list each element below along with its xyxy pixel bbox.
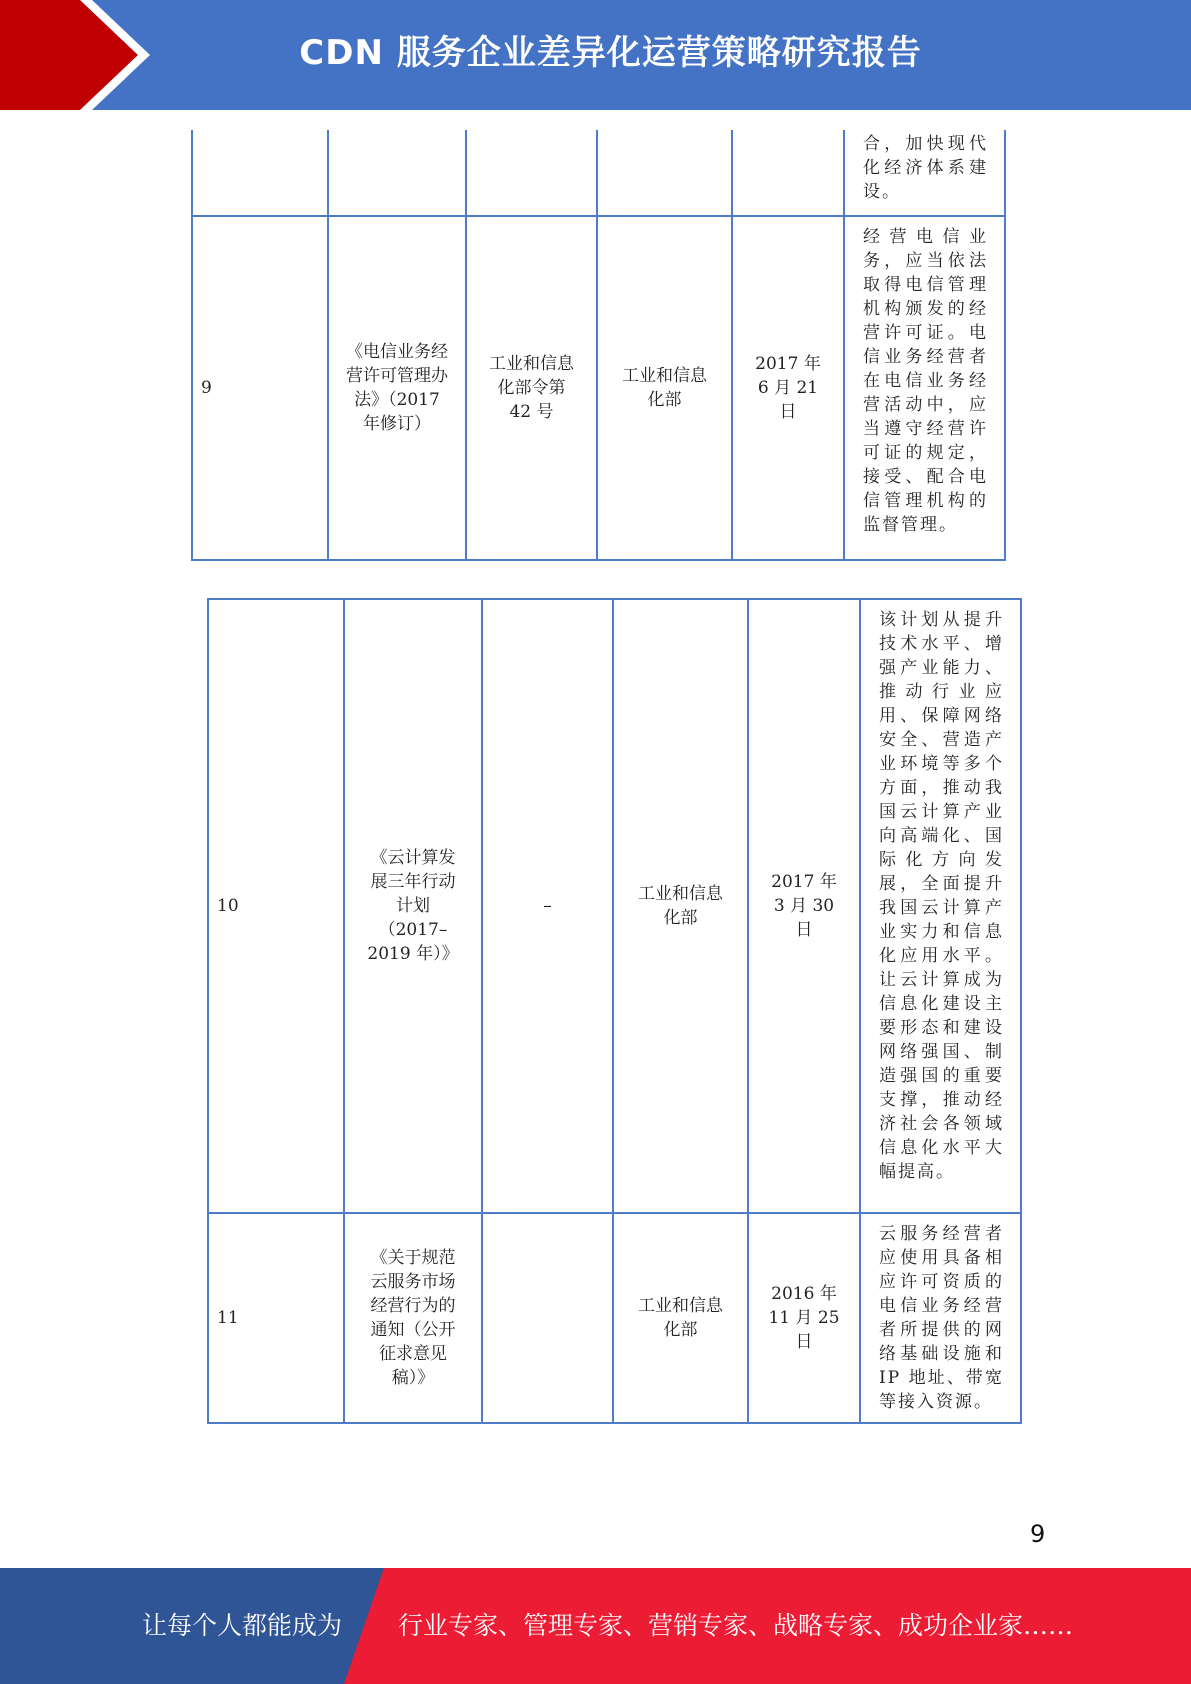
cell-date: 2017 年 3 月 30 日 (748, 599, 860, 1213)
cell-name: 《关于规范云服务市场经营行为的通知（公开征求意见稿）》 (344, 1213, 482, 1423)
cell-no: 9 (192, 216, 328, 560)
cell-content: 经营电信业务，应当依法取得电信管理机构颁发的经营许可证。电信业务经营者在电信业务经营活动中，应当遵守经营许可证的规定，接受、配合电信管理机构的监督管理。 (844, 216, 1005, 560)
table-row (208, 599, 1021, 1213)
policy-table-2 (207, 598, 1022, 1424)
table-row (192, 130, 1005, 216)
cell-no: 10 (208, 599, 344, 1213)
report-title: CDN 服务企业差异化运营策略研究报告 (299, 33, 922, 73)
table-row (208, 1213, 1021, 1423)
page-header (0, 0, 1191, 110)
cell-doc-no: 工业和信息化部令第 42 号 (466, 216, 597, 560)
cell-org: 工业和信息化部 (613, 599, 748, 1213)
footer-slogan-left: 让每个人都能成为 (142, 1611, 343, 1640)
footer-slogan-right: 行业专家、管理专家、营销专家、战略专家、成功企业家…… (398, 1611, 1074, 1640)
cell-doc-no (466, 130, 597, 216)
cell-doc-no: – (482, 599, 613, 1213)
cell-org: 工业和信息化部 (597, 216, 732, 560)
cell-content: 合，加快现代化经济体系建设。 (844, 130, 1005, 216)
cell-org: 工业和信息化部 (613, 1213, 748, 1423)
policy-table-1 (191, 130, 1006, 561)
cell-org (597, 130, 732, 216)
cell-date: 2017 年 6 月 21 日 (732, 216, 844, 560)
page-number: 9 (1030, 1520, 1046, 1548)
cell-no (192, 130, 328, 216)
cell-name: 《云计算发展三年行动计划（2017–2019 年）》 (344, 599, 482, 1213)
cell-date: 2016 年 11 月 25 日 (748, 1213, 860, 1423)
cell-content: 该计划从提升技术水平、增强产业能力、推动行业应用、保障网络安全、营造产业环境等多个方面，推动我国云计算产业向高端化、国际化方向发展，全面提升我国云计算产业实力和信息化应用水平。让云计算成为信息化建设主要形态和建设网络强国、制造强国的重要支撑，推动经济社会各领域信息化水平大幅提高。 (860, 599, 1021, 1213)
cell-content: 云服务经营者应使用具备相应许可资质的电信业务经营者所提供的网络基础设施和 IP 地址、带宽等接入资源。 (860, 1213, 1021, 1423)
cell-name (328, 130, 466, 216)
cell-name: 《电信业务经营许可管理办法》（2017 年修订） (328, 216, 466, 560)
table-row (192, 216, 1005, 560)
cell-no: 11 (208, 1213, 344, 1423)
page-footer (0, 1568, 1191, 1684)
cell-date (732, 130, 844, 216)
cell-doc-no (482, 1213, 613, 1423)
